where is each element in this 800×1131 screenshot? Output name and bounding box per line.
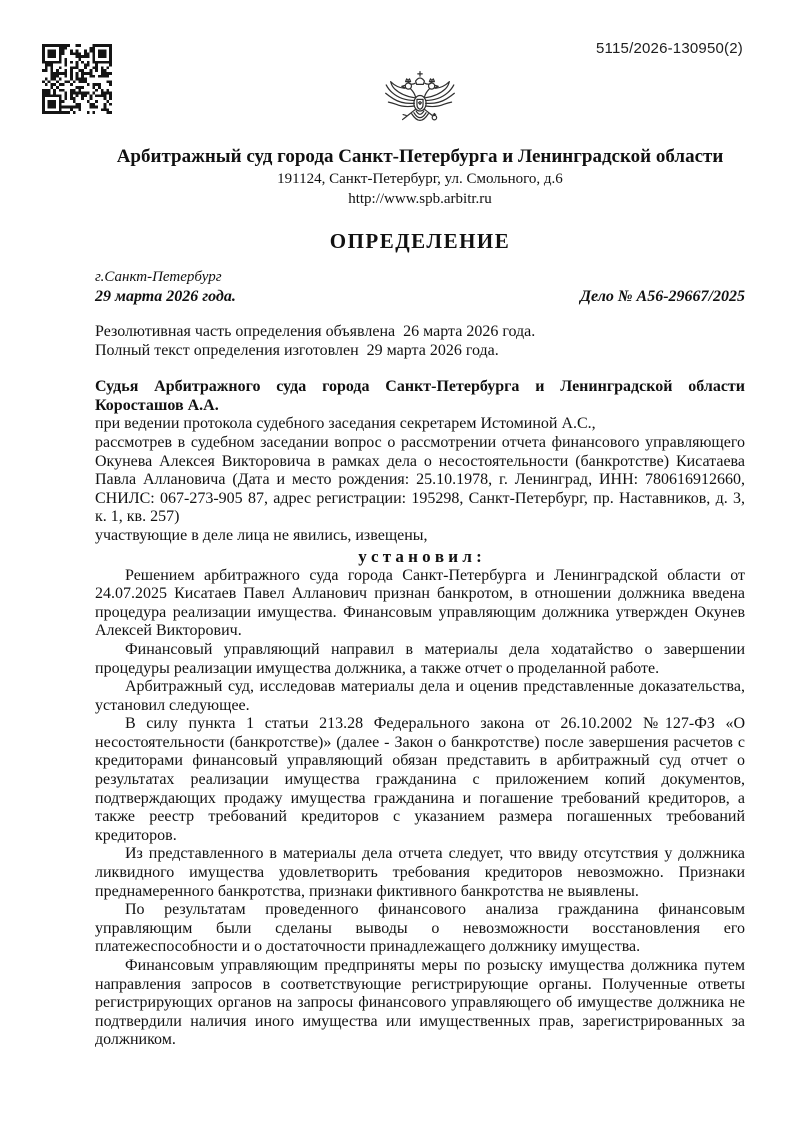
russian-coat-of-arms-icon: [380, 70, 460, 142]
date-case-row: [95, 287, 745, 306]
judge-name: Коросташов А.А.: [95, 396, 219, 414]
body-paragraph: В силу пункта 1 статьи 213.28 Федерального закона от 26.10.2002 №127-ФЗ «О несостоятельности (банкротстве)» (далее - Закон о банкротстве) после завершения расчетов с кредиторами финансовый управляющий обязан представить в арбитражный суд отчет о результатах реализации имущества гражданина с приложением копий документов, подтверждающих продажу имущества гражданина и погашение требований кредиторов, а также реестр требований кредиторов с указанием размера погашенных требований кредиторов.: [95, 715, 745, 844]
document-number: 5115/2026-130950(2): [596, 40, 743, 57]
secretary-line: при ведении протокола судебного заседания секретарем Истоминой А.С.,: [95, 415, 596, 433]
decision-date: 29 марта 2026 года.: [95, 288, 236, 305]
body-paragraph: По результатам проведенного финансового анализа гражданина финансовым управляющим были сделаны выводы о невозможности восстановления его платежеспособности и о достаточности принадлежащего должнику имущества.: [95, 901, 745, 956]
body-paragraph: Финансовым управляющим предприняты меры по розыску имущества должника путем направления запросов в соответствующие регистрирующие органы. Полученные ответы регистрирующих органов на запросы финансового управляющего об имуществе должника не подтвердили наличия иного имущества или имущественных прав, зарегистрированных за должником.: [95, 957, 745, 1049]
judge-line: Судья Арбитражного суда города Санкт-Петербурга и Ленинградской области: [95, 378, 745, 396]
intro-block: [95, 378, 745, 1050]
parties-line: участвующие в деле лица не явились, извещены,: [95, 526, 428, 544]
case-description: рассмотрев в судебном заседании вопрос о рассмотрении отчета финансового управляющего Окунева Алексея Викторовича в рамках дела о несостоятельности (банкротстве) Кисатаева Павла Аллановича (Дата и место рождения: 25.10.1978, г. Ленинград, ИНН: 780616912660, СНИЛС: 067-273-905 87, адрес регистрации: 195298, Санкт-Петербург, пр. Наставников, д. 3, к. 1, кв. 257): [95, 433, 745, 526]
qr-code-svg: [42, 44, 112, 114]
announcement-block: [95, 323, 745, 360]
court-website: http://www.spb.arbitr.ru: [348, 191, 492, 207]
qr-code-icon: [42, 44, 112, 114]
case-number: Дело № А56-29667/2025: [580, 288, 745, 305]
full-text-line: Полный текст определения изготовлен 29 марта 2026 года.: [95, 341, 499, 359]
resolutive-part-line: Резолютивная часть определения объявлена 26 марта 2026 года.: [95, 323, 536, 340]
body-paragraph: Арбитражный суд, исследовав материалы дела и оценив представленные доказательства, установил следующее.: [95, 678, 745, 714]
body-paragraph: Финансовый управляющий направил в материалы дела ходатайство о завершении процедуры реализации имущества должника, а также отчет о проделанной работе.: [95, 640, 745, 677]
body-paragraph: Из представленного в материалы дела отчета следует, что ввиду отсутствия у должника ликвидного имущества удовлетворить требования кредиторов невозможно. Признаки преднамеренного банкротства, признаки фиктивного банкротства не выявлены.: [95, 845, 745, 900]
ustanovil-heading: у с т а н о в и л :: [358, 546, 482, 566]
court-address: 191124, Санкт-Петербург, ул. Смольного, д.6: [277, 171, 563, 187]
document-title: ОПРЕДЕЛЕНИЕ: [329, 229, 511, 253]
court-name: Арбитражный суд города Санкт-Петербурга и Ленинградской области: [116, 146, 724, 167]
place-line: г.Санкт-Петербург: [95, 269, 222, 285]
body-paragraph: Решением арбитражного суда города Санкт-Петербурга и Ленинградской области от 24.07.2025 Кисатаев Павел Алланович признан банкротом, в отношении должника введена процедура реализации имущества. Финансовым управляющим должника утвержден Окунев Алексей Викторович.: [95, 566, 745, 640]
